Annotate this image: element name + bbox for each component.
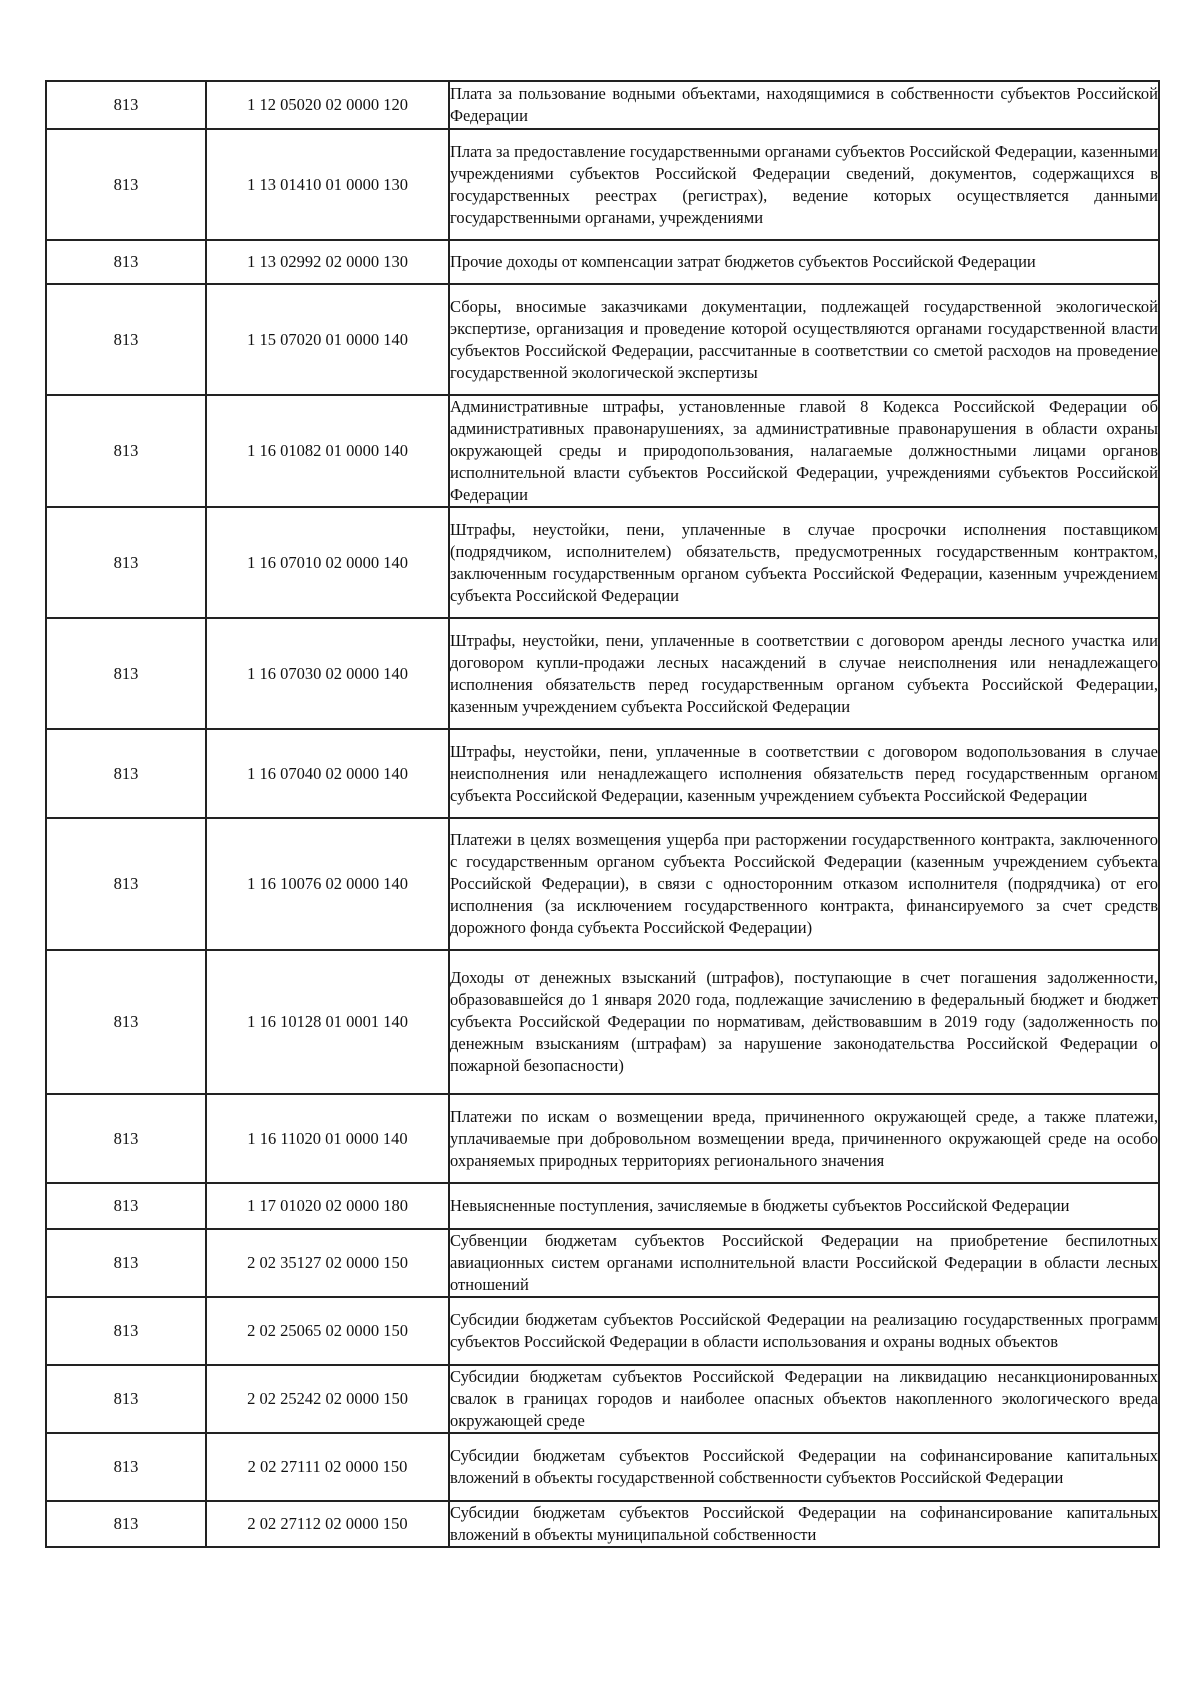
admin-code-cell: 813 <box>46 1229 206 1297</box>
table-row <box>46 818 1159 950</box>
table-row <box>46 1297 1159 1365</box>
admin-code-cell: 813 <box>46 1297 206 1365</box>
description-text: Сборы, вносимые заказчиками документации, подлежащей государственной экологической экспертизе, организация и проведение которой осуществляются органами государственной власти субъектов Российской Федерации, рассчитанные в соответствии со сметой расходов на проведение государственной экологической экспертизы <box>450 296 1158 382</box>
description-text: Штрафы, неустойки, пени, уплаченные в соответствии с договором водопользования в случае неисполнения или ненадлежащего исполнения обязательств перед государственным органом субъекта Российской Федерации, казенным учреждением субъекта Российской Федерации <box>450 741 1158 805</box>
description-cell <box>449 507 1159 618</box>
description-text: Плата за пользование водными объектами, находящимися в собственности субъектов Российской Федерации <box>450 84 1158 125</box>
admin-code-cell: 813 <box>46 1183 206 1229</box>
description-cell <box>449 1433 1159 1501</box>
table-row <box>46 1229 1159 1297</box>
table-row <box>46 950 1159 1094</box>
description-text: Субсидии бюджетам субъектов Российской Федерации на ликвидацию несанкционированных свалок в границах городов и наиболее опасных объектов накопленного экологического вреда окружающей среде <box>450 1367 1158 1430</box>
admin-code-cell: 813 <box>46 618 206 729</box>
table-row <box>46 284 1159 395</box>
description-cell <box>449 1229 1159 1297</box>
description-cell <box>449 618 1159 729</box>
admin-code-cell: 813 <box>46 395 206 507</box>
description-text: Доходы от денежных взысканий (штрафов), поступающие в счет погашения задолженности, образовавшейся до 1 января 2020 года, подлежащие зачислению в федеральный бюджет и бюджет субъекта Российской Федерации по нормативам, действовавшим в 2019 году (задолженность по денежным взысканиям (штрафам) за нарушение законодательства Российской Федерации о пожарной безопасности) <box>450 968 1158 1075</box>
budget-code-cell: 1 12 05020 02 0000 120 <box>206 81 449 129</box>
budget-code-cell: 2 02 27111 02 0000 150 <box>206 1433 449 1501</box>
admin-code-cell: 813 <box>46 81 206 129</box>
admin-code-cell: 813 <box>46 1501 206 1547</box>
description-text: Административные штрафы, установленные главой 8 Кодекса Российской Федерации об административных правонарушениях, за административные правонарушения в области охраны окружающей среды и природопользования, налагаемые должностными лицами органов исполнительной власти субъектов Российской Федерации, учреждениями субъектов Российской Федерации <box>450 397 1158 504</box>
budget-code-cell: 2 02 25065 02 0000 150 <box>206 1297 449 1365</box>
description-text: Плата за предоставление государственными органами субъектов Российской Федерации, казенными учреждениями субъектов Российской Федерации сведений, документов, содержащихся в государственных реестрах (регистрах), ведение которых осуществляется данными государственными органами, учреждениями <box>450 141 1158 227</box>
budget-code-cell: 1 16 07040 02 0000 140 <box>206 729 449 818</box>
description-text: Субсидии бюджетам субъектов Российской Федерации на реализацию государственных программ субъектов Российской Федерации в области использования и охраны водных объектов <box>450 1310 1158 1351</box>
budget-code-cell: 1 16 10128 01 0001 140 <box>206 950 449 1094</box>
budget-code-cell: 1 17 01020 02 0000 180 <box>206 1183 449 1229</box>
description-text: Штрафы, неустойки, пени, уплаченные в случае просрочки исполнения поставщиком (подрядчиком, исполнителем) обязательств, предусмотренных государственным контрактом, заключенным государственным органом субъекта Российской Федерации, казенным учреждением субъекта Российской Федерации <box>450 519 1158 605</box>
description-text: Платежи по искам о возмещении вреда, причиненного окружающей среде, а также платежи, уплачиваемые при добровольном возмещении вреда, причиненного окружающей среде на особо охраняемых природных территориях регионального значения <box>450 1106 1158 1170</box>
table-row <box>46 129 1159 240</box>
table-row <box>46 618 1159 729</box>
budget-code-cell: 1 16 07010 02 0000 140 <box>206 507 449 618</box>
description-cell <box>449 1501 1159 1547</box>
description-text: Платежи в целях возмещения ущерба при расторжении государственного контракта, заключенного с государственным органом субъекта Российской Федерации (казенным учреждением субъекта Российской Федерации), в связи с односторонним отказом исполнителя (подрядчика) от его исполнения (за исключением государственного контракта, финансируемого за счет средств дорожного фонда субъекта Российской Федерации) <box>450 830 1158 937</box>
description-text: Прочие доходы от компенсации затрат бюджетов субъектов Российской Федерации <box>450 252 1036 271</box>
admin-code-cell: 813 <box>46 1365 206 1433</box>
description-cell <box>449 284 1159 395</box>
description-cell <box>449 395 1159 507</box>
description-cell <box>449 81 1159 129</box>
description-cell <box>449 240 1159 284</box>
budget-code-cell: 1 15 07020 01 0000 140 <box>206 284 449 395</box>
table-row <box>46 81 1159 129</box>
description-text: Невыясненные поступления, зачисляемые в бюджеты субъектов Российской Федерации <box>450 1196 1070 1215</box>
budget-code-cell: 2 02 35127 02 0000 150 <box>206 1229 449 1297</box>
table-row <box>46 1433 1159 1501</box>
admin-code-cell: 813 <box>46 1094 206 1183</box>
admin-code-cell: 813 <box>46 950 206 1094</box>
description-text: Субсидии бюджетам субъектов Российской Федерации на софинансирование капитальных вложений в объекты государственной собственности субъектов Российской Федерации <box>450 1446 1158 1487</box>
budget-code-cell: 1 13 01410 01 0000 130 <box>206 129 449 240</box>
description-cell <box>449 818 1159 950</box>
description-text: Субвенции бюджетам субъектов Российской Федерации на приобретение беспилотных авиационных систем органами исполнительной власти Российской Федерации в области лесных отношений <box>450 1231 1158 1294</box>
table-row <box>46 507 1159 618</box>
budget-revenue-table <box>45 80 1160 1548</box>
budget-code-cell: 1 13 02992 02 0000 130 <box>206 240 449 284</box>
description-cell <box>449 729 1159 818</box>
budget-code-cell: 1 16 07030 02 0000 140 <box>206 618 449 729</box>
description-cell <box>449 950 1159 1094</box>
budget-code-cell: 1 16 10076 02 0000 140 <box>206 818 449 950</box>
admin-code-cell: 813 <box>46 1433 206 1501</box>
budget-code-cell: 1 16 01082 01 0000 140 <box>206 395 449 507</box>
table-body <box>46 81 1159 1547</box>
description-cell <box>449 1365 1159 1433</box>
description-cell <box>449 129 1159 240</box>
admin-code-cell: 813 <box>46 129 206 240</box>
description-cell <box>449 1297 1159 1365</box>
table-row <box>46 395 1159 507</box>
description-text: Штрафы, неустойки, пени, уплаченные в соответствии с договором аренды лесного участка или договором купли-продажи лесных насаждений в случае неисполнения или ненадлежащего исполнения обязательств перед государственным органом субъекта Российской Федерации, казенным учреждением субъекта Российской Федерации <box>450 630 1158 716</box>
admin-code-cell: 813 <box>46 240 206 284</box>
admin-code-cell: 813 <box>46 818 206 950</box>
table-row <box>46 729 1159 818</box>
table-row <box>46 1501 1159 1547</box>
table-row <box>46 1094 1159 1183</box>
table-row <box>46 1365 1159 1433</box>
description-cell <box>449 1094 1159 1183</box>
budget-code-cell: 2 02 25242 02 0000 150 <box>206 1365 449 1433</box>
budget-code-cell: 1 16 11020 01 0000 140 <box>206 1094 449 1183</box>
description-cell <box>449 1183 1159 1229</box>
budget-code-cell: 2 02 27112 02 0000 150 <box>206 1501 449 1547</box>
table-row <box>46 1183 1159 1229</box>
admin-code-cell: 813 <box>46 729 206 818</box>
admin-code-cell: 813 <box>46 284 206 395</box>
description-text: Субсидии бюджетам субъектов Российской Федерации на софинансирование капитальных вложений в объекты муниципальной собственности <box>450 1503 1158 1544</box>
admin-code-cell: 813 <box>46 507 206 618</box>
table-row <box>46 240 1159 284</box>
